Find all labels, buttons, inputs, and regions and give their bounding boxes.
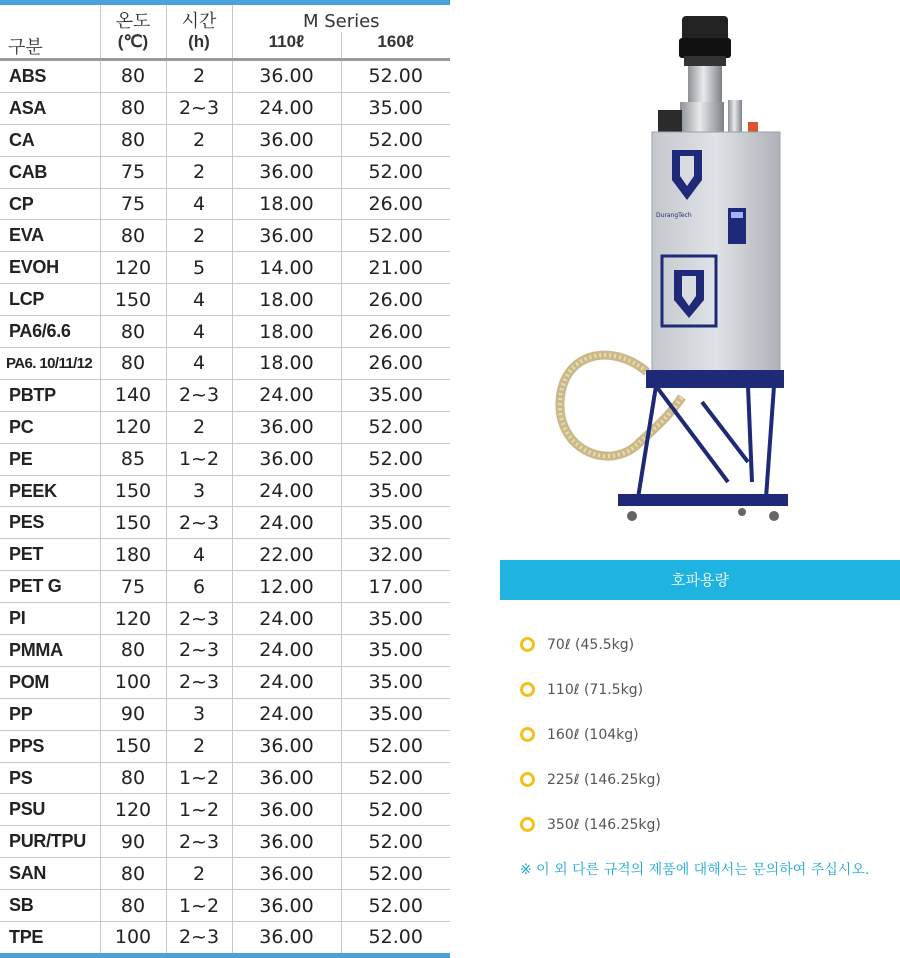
- time-cell: 4: [166, 284, 232, 316]
- temperature-cell: 90: [100, 826, 166, 858]
- value-110l-cell: 24.00: [232, 92, 341, 124]
- material-cell: SAN: [0, 858, 100, 890]
- value-110l-cell: 36.00: [232, 890, 341, 922]
- material-cell: EVA: [0, 220, 100, 252]
- temperature-cell: 80: [100, 220, 166, 252]
- inquiry-note: ※ 이 외 다른 규격의 제품에 대해서는 문의하여 주십시오.: [520, 862, 870, 878]
- temperature-cell: 140: [100, 379, 166, 411]
- capacity-item-label: 225ℓ (146.25kg): [547, 771, 661, 788]
- material-cell: PA6/6.6: [0, 316, 100, 348]
- table-row: [0, 188, 450, 220]
- material-cell: EVOH: [0, 252, 100, 284]
- value-110l-cell: 14.00: [232, 252, 341, 284]
- value-160l-cell: 26.00: [341, 348, 450, 380]
- time-cell: 1~2: [166, 890, 232, 922]
- table-row: [0, 475, 450, 507]
- table-row: [0, 539, 450, 571]
- table-row: [0, 443, 450, 475]
- header-110l: 110ℓ: [232, 32, 341, 60]
- material-cell: PEEK: [0, 475, 100, 507]
- table-row: [0, 379, 450, 411]
- table-row: [0, 348, 450, 380]
- material-cell: ABS: [9, 65, 47, 86]
- capacity-item-label: 110ℓ (71.5kg): [547, 681, 644, 698]
- time-cell: 1~2: [166, 443, 232, 475]
- temperature-cell: 80: [100, 762, 166, 794]
- value-160l-cell: 21.00: [341, 252, 450, 284]
- value-110l-cell: 36.00: [232, 826, 341, 858]
- top-pipe-lower: [680, 102, 724, 132]
- value-160l-cell: 26.00: [341, 284, 450, 316]
- value-160l-cell: 35.00: [341, 635, 450, 667]
- time-cell: 2~3: [166, 922, 232, 956]
- value-160l-cell: 52.00: [341, 730, 450, 762]
- value-110l-cell: 24.00: [232, 635, 341, 667]
- table-row: [0, 220, 450, 252]
- bullet-circle-icon: [520, 772, 535, 787]
- table-row: [0, 666, 450, 698]
- hopper-dryer-image: [552, 12, 792, 532]
- material-cell: SB: [0, 890, 100, 922]
- table-row: [0, 826, 450, 858]
- capacity-item: [520, 802, 661, 847]
- support-stand: [638, 372, 782, 498]
- value-110l-cell: 36.00: [232, 858, 341, 890]
- value-110l-cell: 36.00: [232, 922, 341, 956]
- material-cell: CP: [0, 188, 100, 220]
- temperature-cell: 80: [100, 858, 166, 890]
- table-row: [0, 507, 450, 539]
- table-row: [0, 603, 450, 635]
- table-row: [0, 252, 450, 284]
- value-110l-cell: 22.00: [232, 539, 341, 571]
- material-cell: PMMA: [0, 635, 100, 667]
- material-cell: PBTP: [0, 379, 100, 411]
- temperature-cell: 120: [100, 794, 166, 826]
- capacity-list: [520, 622, 661, 847]
- table-row: [0, 156, 450, 188]
- value-110l-cell: 12.00: [232, 571, 341, 603]
- time-cell: 2: [166, 411, 232, 443]
- value-110l-cell: 36.00: [232, 156, 341, 188]
- time-cell: 4: [166, 348, 232, 380]
- temperature-cell: 80: [100, 890, 166, 922]
- bullet-circle-icon: [520, 727, 535, 742]
- side-filter: [728, 100, 742, 132]
- header-time-unit: (h): [166, 32, 232, 60]
- value-160l-cell: 52.00: [341, 220, 450, 252]
- table-row: [0, 124, 450, 156]
- header-temperature-unit: (℃): [100, 32, 166, 60]
- time-cell: 2: [166, 60, 232, 93]
- capacity-item: [520, 712, 661, 757]
- temperature-cell: 150: [100, 730, 166, 762]
- value-160l-cell: 17.00: [341, 571, 450, 603]
- time-cell: 2~3: [166, 379, 232, 411]
- capacity-item-label: 70ℓ (45.5kg): [547, 636, 635, 653]
- brand-label: DurangTech: [656, 212, 692, 219]
- value-110l-cell: 36.00: [232, 124, 341, 156]
- table-body: [0, 60, 450, 956]
- material-cell: PUR/TPU: [0, 826, 100, 858]
- value-110l-cell: 36.00: [232, 730, 341, 762]
- control-box: [658, 110, 682, 132]
- material-cell: PE: [0, 443, 100, 475]
- value-160l-cell: 35.00: [341, 379, 450, 411]
- material-cell: PPS: [0, 730, 100, 762]
- table-row: [0, 890, 450, 922]
- value-110l-cell: 36.00: [232, 411, 341, 443]
- temperature-cell: 90: [100, 698, 166, 730]
- time-cell: 2: [166, 730, 232, 762]
- table-row: [0, 284, 450, 316]
- value-110l-cell: 36.00: [232, 60, 341, 93]
- value-110l-cell: 36.00: [232, 443, 341, 475]
- material-cell: POM: [0, 666, 100, 698]
- temperature-cell: 80: [100, 348, 166, 380]
- value-160l-cell: 35.00: [341, 698, 450, 730]
- value-110l-cell: 36.00: [232, 794, 341, 826]
- table-row: [0, 858, 450, 890]
- header-time: 시간: [166, 3, 232, 33]
- material-cell: PI: [0, 603, 100, 635]
- table-row: [0, 794, 450, 826]
- value-160l-cell: 35.00: [341, 666, 450, 698]
- material-cell: PSU: [0, 794, 100, 826]
- value-160l-cell: 35.00: [341, 603, 450, 635]
- time-cell: 1~2: [166, 794, 232, 826]
- capacity-item-label: 350ℓ (146.25kg): [547, 816, 661, 833]
- time-cell: 2: [166, 124, 232, 156]
- material-cell: CA: [0, 124, 100, 156]
- time-cell: 4: [166, 188, 232, 220]
- value-160l-cell: 52.00: [341, 890, 450, 922]
- value-160l-cell: 32.00: [341, 539, 450, 571]
- temperature-cell: 150: [100, 284, 166, 316]
- value-110l-cell: 18.00: [232, 188, 341, 220]
- value-160l-cell: 52.00: [341, 858, 450, 890]
- value-110l-cell: 24.00: [232, 666, 341, 698]
- blower-cap: [679, 16, 731, 66]
- base-frame: [618, 494, 788, 506]
- value-160l-cell: 26.00: [341, 188, 450, 220]
- temperature-cell: 85: [100, 443, 166, 475]
- time-cell: 2~3: [166, 666, 232, 698]
- material-cell: PA6. 10/11/12: [0, 348, 100, 380]
- capacity-item: [520, 757, 661, 802]
- material-cell: PES: [0, 507, 100, 539]
- material-cell: ASA: [0, 92, 100, 124]
- material-cell: LCP: [0, 284, 100, 316]
- bullet-circle-icon: [520, 682, 535, 697]
- table-row: [0, 60, 450, 93]
- bullet-circle-icon: [520, 817, 535, 832]
- capacity-item: [520, 622, 661, 667]
- table-row: [0, 316, 450, 348]
- table-row: [0, 92, 450, 124]
- capacity-title-bar: 호파용량: [500, 560, 900, 600]
- value-160l-cell: 52.00: [341, 60, 450, 93]
- bullet-circle-icon: [520, 637, 535, 652]
- value-110l-cell: 18.00: [232, 316, 341, 348]
- value-160l-cell: 35.00: [341, 92, 450, 124]
- value-160l-cell: 52.00: [341, 922, 450, 956]
- value-160l-cell: 52.00: [341, 762, 450, 794]
- value-160l-cell: 52.00: [341, 156, 450, 188]
- time-cell: 2: [166, 858, 232, 890]
- time-cell: 2~3: [166, 826, 232, 858]
- header-160l: 160ℓ: [341, 32, 450, 60]
- top-pipe: [688, 66, 722, 104]
- value-110l-cell: 18.00: [232, 348, 341, 380]
- temperature-cell: 80: [100, 316, 166, 348]
- table-row: [0, 730, 450, 762]
- temperature-cell: 100: [100, 922, 166, 956]
- time-cell: 1~2: [166, 762, 232, 794]
- value-160l-cell: 35.00: [341, 475, 450, 507]
- value-160l-cell: 52.00: [341, 411, 450, 443]
- header-m-series: M Series: [232, 3, 450, 33]
- material-cell: PS: [0, 762, 100, 794]
- value-160l-cell: 52.00: [341, 443, 450, 475]
- time-cell: 2~3: [166, 507, 232, 539]
- hopper-cabinet: [652, 132, 780, 372]
- value-110l-cell: 18.00: [232, 284, 341, 316]
- material-cell: CAB: [0, 156, 100, 188]
- value-110l-cell: 24.00: [232, 379, 341, 411]
- temperature-cell: 75: [100, 156, 166, 188]
- table-row: [0, 762, 450, 794]
- header-temperature: 온도: [100, 3, 166, 33]
- value-110l-cell: 24.00: [232, 507, 341, 539]
- temperature-cell: 120: [100, 252, 166, 284]
- material-cell: TPE: [0, 922, 100, 956]
- table-row: [0, 411, 450, 443]
- header-category: 구분: [0, 3, 100, 60]
- time-cell: 2~3: [166, 603, 232, 635]
- temperature-cell: 80: [100, 92, 166, 124]
- time-cell: 2~3: [166, 635, 232, 667]
- table-row: [0, 571, 450, 603]
- time-cell: 4: [166, 316, 232, 348]
- time-cell: 2~3: [166, 92, 232, 124]
- value-110l-cell: 24.00: [232, 475, 341, 507]
- table-header: [0, 3, 450, 60]
- value-160l-cell: 35.00: [341, 507, 450, 539]
- value-160l-cell: 52.00: [341, 794, 450, 826]
- caster-wheels: [627, 508, 779, 521]
- capacity-item-label: 160ℓ (104kg): [547, 726, 639, 743]
- temperature-cell: 75: [100, 571, 166, 603]
- temperature-cell: 120: [100, 411, 166, 443]
- value-160l-cell: 52.00: [341, 826, 450, 858]
- temperature-cell: 100: [100, 666, 166, 698]
- time-cell: 2: [166, 220, 232, 252]
- temperature-cell: 80: [100, 60, 166, 93]
- value-160l-cell: 26.00: [341, 316, 450, 348]
- value-160l-cell: 52.00: [341, 124, 450, 156]
- value-110l-cell: 36.00: [232, 220, 341, 252]
- material-cell: PC: [0, 411, 100, 443]
- table-row: [0, 698, 450, 730]
- value-110l-cell: 24.00: [232, 698, 341, 730]
- table-row: [0, 635, 450, 667]
- value-110l-cell: 24.00: [232, 603, 341, 635]
- temperature-cell: 150: [100, 475, 166, 507]
- capacity-item: [520, 667, 661, 712]
- time-cell: 4: [166, 539, 232, 571]
- temperature-cell: 80: [100, 124, 166, 156]
- material-cell: PET: [0, 539, 100, 571]
- value-110l-cell: 36.00: [232, 762, 341, 794]
- material-cell: PET G: [0, 571, 100, 603]
- temperature-cell: 80: [100, 635, 166, 667]
- temperature-cell: 180: [100, 539, 166, 571]
- material-cell: PP: [0, 698, 100, 730]
- time-cell: 5: [166, 252, 232, 284]
- time-cell: 3: [166, 698, 232, 730]
- time-cell: 6: [166, 571, 232, 603]
- time-cell: 3: [166, 475, 232, 507]
- time-cell: 2: [166, 156, 232, 188]
- temperature-cell: 120: [100, 603, 166, 635]
- temperature-cell: 75: [100, 188, 166, 220]
- table-row: [0, 922, 450, 956]
- temperature-cell: 150: [100, 507, 166, 539]
